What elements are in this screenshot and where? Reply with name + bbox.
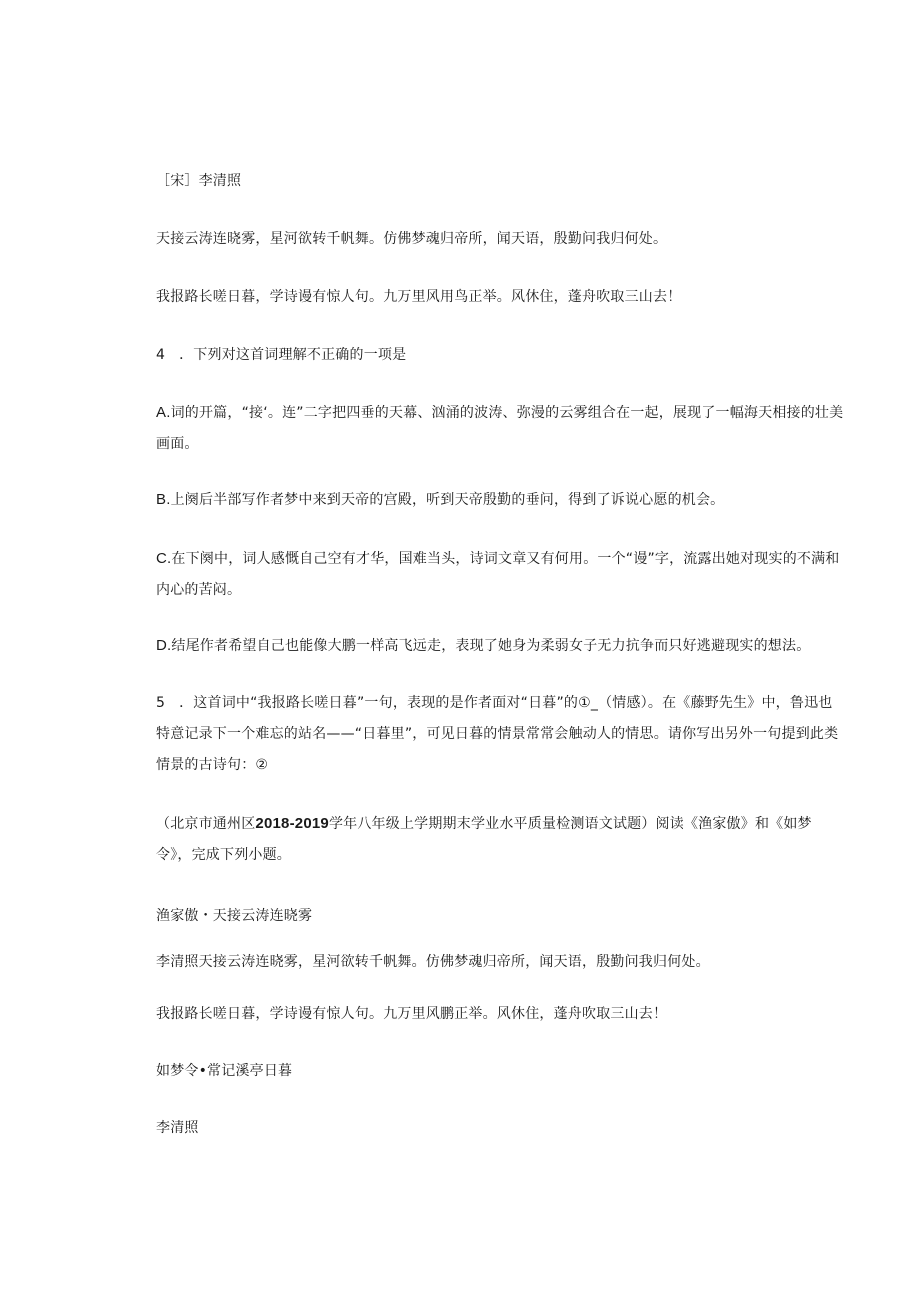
option-a [156, 397, 846, 460]
option-d [156, 636, 810, 656]
poem-stanza-1: 天接云涛连晓雾，星河欲转千帆舞。仿佛梦魂归帝所，闻天语，殷勤问我归何处。 [156, 231, 668, 247]
option-b-text: 上阕后半部写作者梦中来到天帝的宫殿，听到天帝殷勤的垂问，得到了诉说心愿的机会。 [170, 492, 725, 508]
source-year: 2018-2019 [255, 815, 329, 832]
source-rest: 学年八年级上学期期末学业水平质量检测语文试题）阅读《渔家傲》和《如梦令》，完成下列小题。 [156, 816, 812, 863]
poem-stanza-2: 我报路长嗟日暮，学诗谩有惊人句。九万里风用鸟正举。风休住，蓬舟吹取三山去！ [156, 289, 682, 305]
option-d-text: 结尾作者希望自己也能像大鹏一样高飞远走，表现了她身为柔弱女子无力抗争而只好逃避现实的想法。 [171, 638, 811, 654]
poem3-title: 如梦令•常记溪亭日暮 [156, 1063, 293, 1079]
question-4-number: 4 [156, 347, 166, 363]
option-a-text: 词的开篇，“接‘。连”二字把四垂的天幕、汹涌的波涛、弥漫的云雾组合在一起，展现了一幅海天相接的壮美画面。 [156, 405, 844, 452]
poem2-line-1: 李清照天接云涛连晓雾，星河欲转千帆舞。仿佛梦魂归帝所，闻天语，殷勤问我归何处。 [156, 954, 710, 970]
question-4-stem [156, 345, 406, 365]
option-a-letter: A. [156, 404, 171, 421]
question-4-text: ．下列对这首词理解不正确的一项是 [179, 347, 407, 363]
option-c [156, 543, 846, 606]
poem3-author: 李清照 [156, 1120, 199, 1136]
option-d-letter: D. [156, 637, 172, 654]
poem2-title: 渔家傲・天接云涛连晓雾 [156, 908, 313, 924]
source-note [156, 808, 846, 871]
question-5 [156, 688, 846, 781]
option-b [156, 490, 724, 510]
option-b-letter: B. [156, 491, 171, 508]
question-5-number: 5 [156, 695, 166, 711]
option-c-letter: C. [156, 550, 172, 567]
author-header: ［宋］李清照 [156, 173, 242, 189]
question-5-text: ．这首词中“我报路长嗟日暮”一句，表现的是作者面对“日暮”的①_（情感）。在《藤野先生》中，鲁迅也特意记录下一个难忘的站名——“日暮里”，可见日暮的情景常常会触动人的情思。请你写出另外一句提到此类情景的古诗句：② [156, 695, 839, 773]
poem2-line-2: 我报路长嗟日暮，学诗谩有惊人句。九万里风鹏正举。风休住，蓬舟吹取三山去！ [156, 1006, 668, 1022]
option-c-text: 在下阕中，词人感慨自己空有才华，国难当头，诗词文章又有何用。一个“谩”字，流露出她对现实的不满和内心的苦闷。 [156, 551, 840, 598]
source-prefix: （北京市通州区 [156, 816, 256, 832]
